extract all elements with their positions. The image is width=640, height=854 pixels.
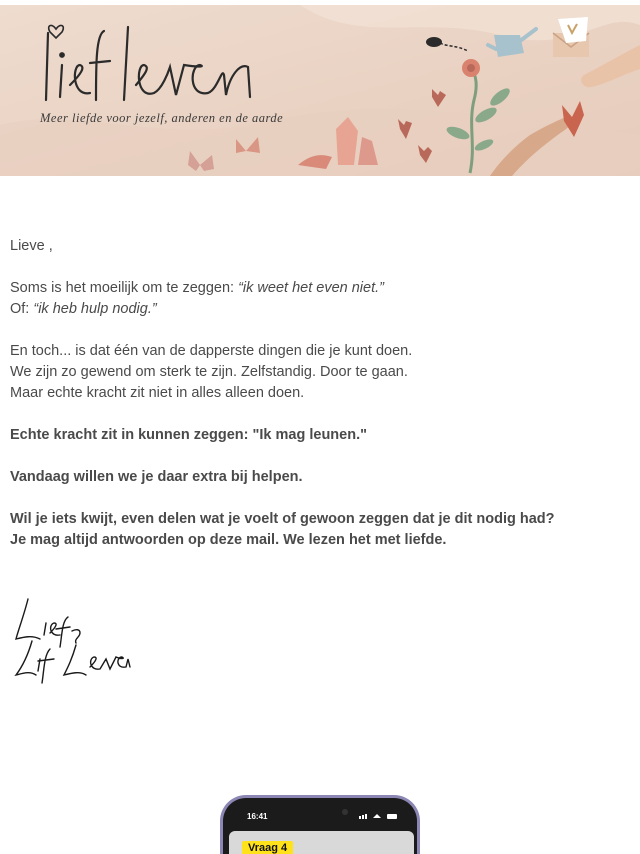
tagline: Meer liefde voor jezelf, anderen en de aarde (40, 111, 284, 125)
paragraph-5: Maar echte kracht zit niet in alles alleen doen. (10, 385, 305, 401)
paragraph-7: Vandaag willen we je daar extra bij helpen. (10, 469, 303, 485)
paragraph-2: Of: “ik heb hulp nodig.” (10, 301, 157, 317)
email-body (10, 236, 610, 551)
signature-handwriting (10, 595, 140, 685)
banner-illustration (0, 5, 640, 176)
phone-mockup (220, 795, 420, 854)
paragraph-8: Wil je iets kwijt, even delen wat je voelt of gewoon zeggen dat je dit nodig had? (10, 511, 555, 527)
header-banner (0, 5, 640, 176)
signature (10, 595, 140, 685)
paragraph-6: Echte kracht zit in kunnen zeggen: "Ik mag leunen." (10, 427, 367, 443)
paragraph-3: En toch... is dat één van de dapperste dingen die je kunt doen. (10, 343, 413, 359)
paragraph-1: Soms is het moeilijk om te zeggen: “ik weet het even niet.” (10, 280, 384, 296)
paragraph-9: Je mag altijd antwoorden op deze mail. We lezen het met liefde. (10, 532, 447, 548)
signal-wifi-battery-icon (359, 813, 399, 819)
question-tag: Vraag 4 (242, 841, 293, 854)
greeting: Lieve , (10, 238, 53, 254)
phone-screen (229, 831, 414, 854)
phone-time: 16:41 (247, 812, 268, 821)
paragraph-4: We zijn zo gewend om sterk te zijn. Zelfstandig. Door te gaan. (10, 364, 408, 380)
camera-icon (342, 809, 348, 815)
